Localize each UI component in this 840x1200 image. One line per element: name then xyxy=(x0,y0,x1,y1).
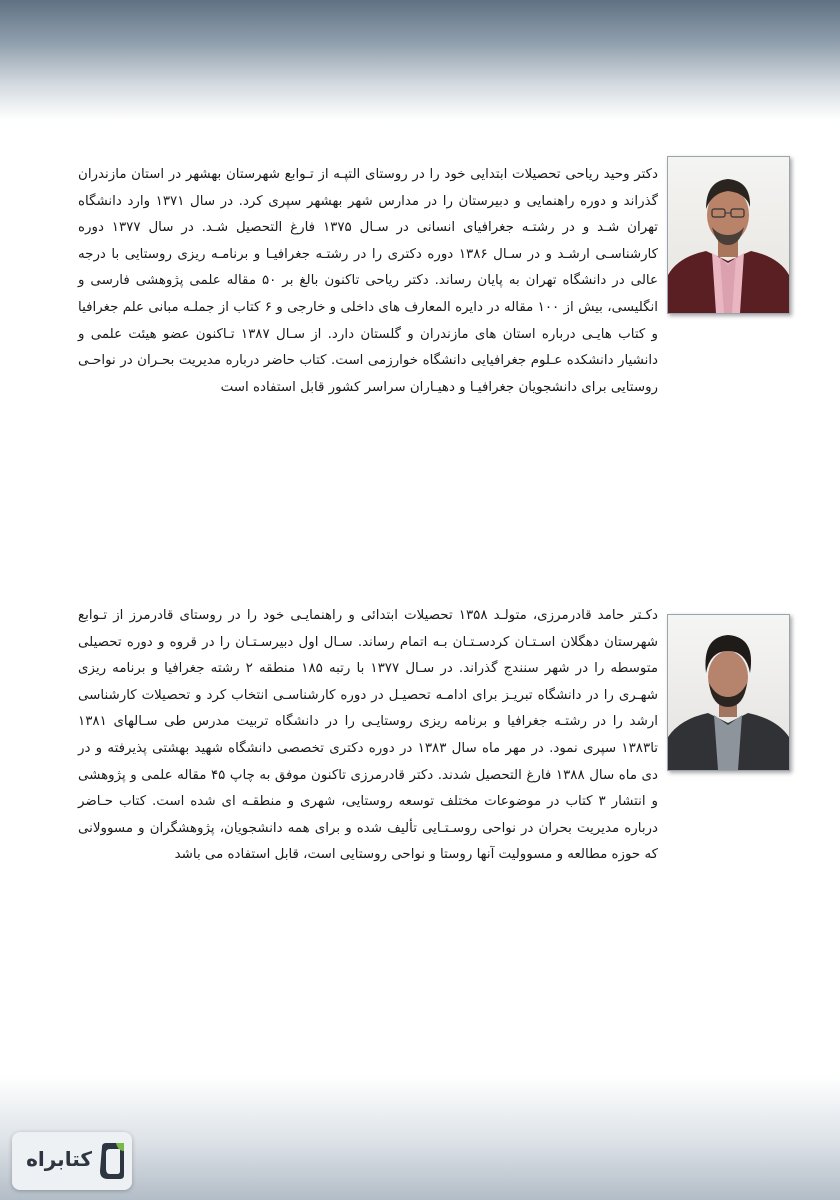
book-icon xyxy=(96,1141,126,1185)
author-bio-hamed-ghadermarzi xyxy=(78,603,658,869)
logo-text: کتابراه xyxy=(26,1147,92,1171)
author-photo-hamed-ghadermarzi xyxy=(667,614,790,771)
author-photo-vahid-riahi xyxy=(667,156,790,314)
header-gradient-band xyxy=(0,0,840,120)
bio-paragraph: دکـتر حامد قادرمرزی، متولـد ۱۳۵۸ تحصیلات ابتدائی و راهنمایـی خود را در روستای قادرمرز از تـوابع شهرستان دهگلان اسـتـان کردسـتـان بـه اتمام رساند. سـال اول دبیرسـتـان را در قروه و دوره تحصیلی متوسطه را در شهر سنندج گذراند. در سـال ۱۳۷۷ با رتبه ۱۸۵ منطقه ۲ رشته جغرافیا و برنامه ریزی شهـری را در دانشگاه تبریـز برای ادامـه تحصیـل در دوره کارشناسـی انتخاب کرد و تحصیلات کارشناسی ارشد را در رشتـه جغرافیا و برنامه ریزی روستایـی را در دانشگاه تربیت مدرس طی سـالهای ۱۳۸۱ تا۱۳۸۳ سپری نمود. در مهر ماه سال ۱۳۸۳ در دوره دکتری تخصصی دانشگاه شهید بهشتی پذیرفته و در دی ماه سال ۱۳۸۸ فارغ التحصیل شدند. دکتر قادرمرزی تاکنون موفق به چاپ ۴۵ مقاله علمی و پژوهشی و انتشار ۳ کتاب در موضوعات مختلف توسعه روستایی، شهری و منطقـه ای شده است. کتاب حـاضر درباره مدیریت بحران در نواحی روسـتـایی تألیف شده و برای همه دانشجویان، پژوهشگران و مسوولانی که حوزه مطالعه و مسوولیت آنها روستا و نواحی روستایی است، قابل استفاده می باشد xyxy=(78,608,659,863)
ketabrah-logo[interactable] xyxy=(12,1132,132,1190)
author-bio-vahid-riahi xyxy=(78,162,658,401)
bio-paragraph: دکتر وحید ریاحی تحصیلات ابتدایی خود را در روستای التپـه از تـوابع شهرستان بهشهر در استان مازندران گذراند و دوره راهنمایی و دبیرستان را در مدارس شهر بهشهر سپری کرد. در سال ۱۳۷۱ وارد دانشگاه تهران شـد و در رشتـه جغرافیای انسانی در سـال ۱۳۷۵ فارغ التحصیل شـد. در سال ۱۳۷۷ دوره کارشناسـی ارشـد و در سـال ۱۳۸۶ دوره دکتری را در رشتـه جغرافیـا و برنامـه ریزی روستایی با درجه عالی در دانشگاه تهران به پایان رساند. دکتر ریاحی تاکنون بالغ بر ۵۰ مقاله علمی پژوهشی فارسی و انگلیسی، بیش از ۱۰۰ مقاله در دایره المعارف های داخلی و خارجی و ۶ کتاب از جملـه مبانی علم جغرافیا و کتاب هایـی درباره استان های مازندران و گلستان دارد. از سـال ۱۳۸۷ تـاکنون عضو هیئت علمی و دانشیار دانشکده عـلوم جغرافیایی دانشگاه خوارزمی است. کتاب حاضر درباره مدیریت بحـران در نواحـی روستایی برای دانشجویان جغرافیـا و دهیـاران سراسر کشور قابل استفاده است xyxy=(78,167,658,395)
